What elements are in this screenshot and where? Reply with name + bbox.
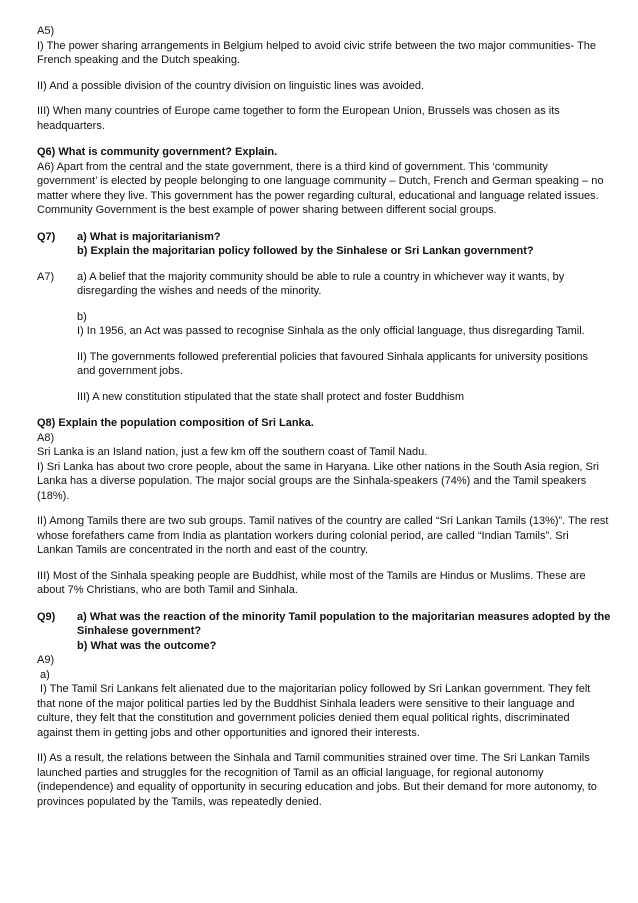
a8-p2-line: Lankan Tamils are concentrated in the north and east of the country. [37,544,369,556]
a9-p1-line: against them in getting jobs and other opportunities and ignored their interests. [37,726,420,739]
document-page [37,24,611,809]
a8-p3-line: about 7% Christians, who are both Tamil and Sinhala. [37,584,298,596]
a7-part-a [77,270,605,299]
q8-question: Q8) Explain the population composition of Sri Lanka. [37,417,314,429]
a5-section [37,24,605,68]
q9-question-a: a) What was the reaction of the minority Tamil population to the majoritarian measures adopted by the [77,610,611,623]
a7-answer-body [77,270,605,405]
a5-p1-line: French speaking and the Dutch speaking. [37,54,241,66]
a7-part-b [77,310,605,339]
q6-answer-line: A6) Apart from the central and the state government, there is a third kind of government. This ‘community [37,160,548,173]
a7-number: A7) [37,270,55,283]
a7-part-b-point2-line: II) The governments followed preferential policies that favoured Sinhala applicants for university positions [77,350,588,363]
q6-section [37,145,605,218]
q9-question-b: b) What was the outcome? [77,639,217,652]
a8-p1-line: I) Sri Lanka has about two crore people, about the same in Haryana. Like other nations in the South Asia region, Sri [37,460,599,473]
q9-question-a: Sinhalese government? [77,625,202,637]
q7-question-b: b) Explain the majoritarian policy followed by the Sinhalese or Sri Lankan government? [77,245,534,257]
a9-p2-line: (independence) and equality of opportunity in securing education and jobs. But their demand for more autonomy, to [37,781,597,793]
a7-part-b-label: b) [77,310,87,323]
a7-part-b-point2 [77,350,605,379]
a9-p1-line: culture, they felt that the constitution and government policies denied them equal political rights, discriminated [37,712,570,724]
a5-p3 [37,104,605,133]
q7-number: Q7) [37,230,56,243]
q7-question-a: a) What is majoritarianism? [77,230,221,243]
a9-p1-line: I) The Tamil Sri Lankans felt alienated due to the majoritarian policy followed by Sri Lankan government. They felt [37,683,591,695]
a7-part-b-point2-line: and government jobs. [77,365,183,377]
a5-label: A5) [37,25,55,37]
a5-p3-line: headquarters. [37,119,105,132]
a9-p2 [37,751,605,809]
a9-p2-line: launched parties and struggles for the recognition of Tamil as an official language, for regional autonomy [37,766,544,779]
a7-part-b-point3-line: III) A new constitution stipulated that the state shall protect and foster Buddhism [77,390,465,403]
a7-part-a-line: disregarding the wishes and needs of the minority. [77,285,322,297]
a8-intro: Sri Lanka is an Island nation, just a few km off the southern coast of Tamil Nadu. [37,446,428,458]
a8-p2-line: whose forefathers came from India as plantation workers during colonial period, are called “Indian Tamils”. Sri [37,529,569,542]
a9-p1-line: that none of the major political parties led by the Buddhist Sinhala leaders were sensitive to their language and [37,697,575,710]
a9-label: A9) [37,654,55,666]
a8-label: A8) [37,431,55,444]
q7-question-body [77,230,605,259]
q6-answer-line: government’ is elected by people belonging to one language community – Dutch, French and German speaking – no [37,175,604,187]
a8-p2 [37,514,609,558]
q8-section [37,416,605,503]
a7-part-a-line: a) A belief that the majority community should be able to rule a country in whichever way it wants, by [77,270,565,283]
q7-question [37,230,605,259]
a9-p2-line: II) As a result, the relations between the Sinhala and Tamil communities strained over time. The Sri Lankan Tamils [37,752,590,764]
a8-p2-line: II) Among Tamils there are two sub groups. Tamil natives of the country are called “Sri Lankan Tamils (13%)”. The rest [37,515,609,527]
q6-question: Q6) What is community government? Explain. [37,146,278,158]
q9-question-body [77,610,610,654]
a8-p3-line: III) Most of the Sinhala speaking people are Buddhist, while most of the Tamils are Hindus or Muslims. These are [37,569,586,582]
a8-p1-line: (18%). [37,489,70,502]
q9-number: Q9) [37,610,56,623]
a9-section [37,653,605,740]
a8-p3 [37,569,605,598]
q9-question [37,610,611,654]
a8-p1-line: Lanka has a diverse population. The major social groups are the Sinhala-speakers (74%) and the Tamil speakers [37,475,587,487]
a5-p1-line: I) The power sharing arrangements in Belgium helped to avoid civic strife between the two major communities- The [37,39,597,52]
a7-part-b-point1: I) In 1956, an Act was passed to recognise Sinhala as the only official language, thus disregarding Tamil. [77,325,585,337]
a7-part-b-point3 [77,390,605,405]
a9-p2-line: provinces populated by the Tamils, was repeatedly denied. [37,795,322,808]
q6-answer-line: matter where they live. This government has the power regarding cultural, educational and language related issues. [37,189,599,202]
a5-p3-line: III) When many countries of Europe came together to form the European Union, Brussels was chosen as its [37,105,560,117]
a9-sub-a: a) [37,668,50,681]
a7-answer [37,270,605,405]
q6-answer-line: Community Government is the best example of power sharing between different social groups. [37,204,497,216]
a5-p2 [37,79,605,94]
a5-p2-line: II) And a possible division of the country division on linguistic lines was avoided. [37,79,425,92]
